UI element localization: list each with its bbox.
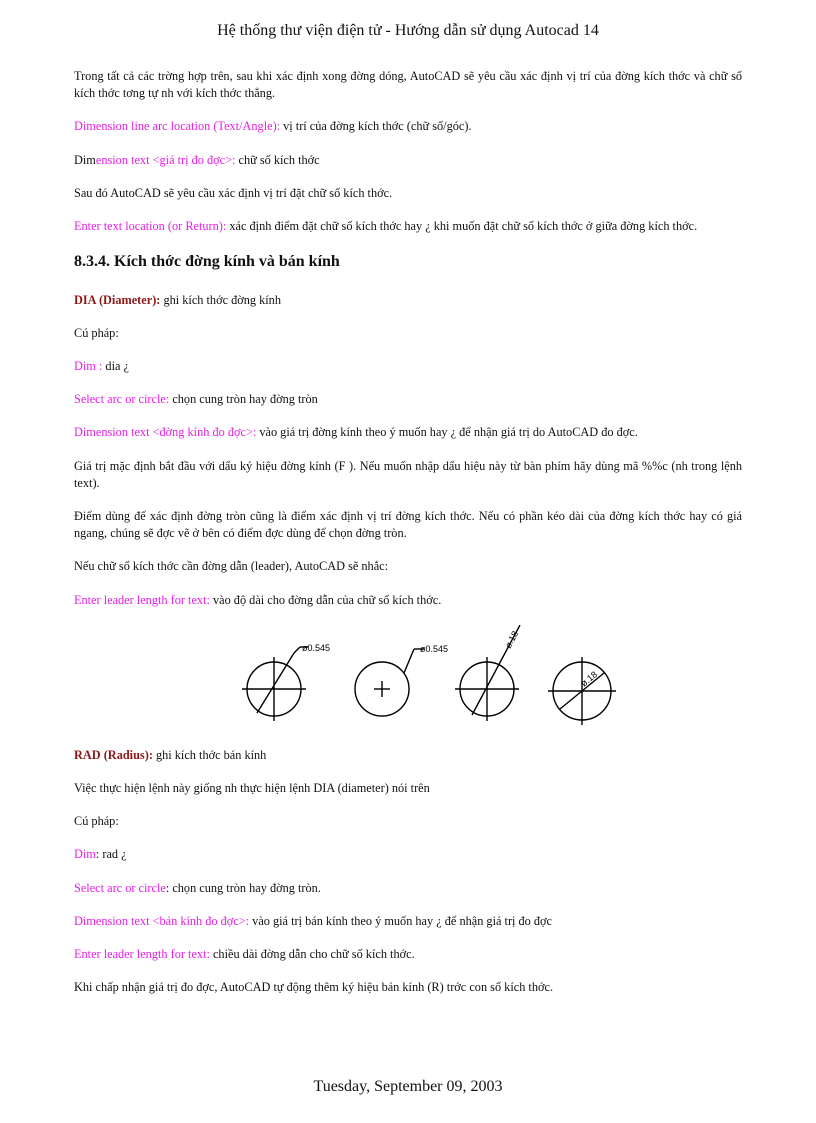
prompt-label: Enter leader length for text:: [74, 947, 210, 962]
paragraph-leader-1: [74, 592, 742, 609]
page-footer: Tuesday, September 09, 2003: [313, 1078, 503, 1095]
prompt-label: Dim :: [74, 359, 103, 374]
diameter-diagram: [242, 625, 622, 725]
command-text: ghi kích thớc đờng kính: [160, 292, 281, 307]
paragraph-leader: Nếu chữ số kích thớc cần đờng dẫn (leader), AutoCAD sẽ nhắc:: [74, 559, 389, 574]
paragraph-select-1: [74, 391, 742, 408]
paragraph-rad-same: Việc thực hiện lệnh này giống nh thực hiện lệnh DIA (diameter) nói trên: [74, 781, 430, 796]
syntax-label-2: Cú pháp:: [74, 814, 119, 829]
command-label: RAD (Radius):: [74, 747, 153, 762]
leader-2: [404, 649, 414, 673]
prompt-text: vị trí của đờng kích thớc (chữ số/góc).: [280, 119, 472, 134]
prompt-label: Select arc or circle:: [74, 392, 170, 407]
dim-label-2: ø0.545: [420, 643, 449, 654]
prompt-text: chọn cung tròn hay đờng tròn: [169, 392, 318, 407]
paragraph-rad-cmd: [74, 846, 742, 863]
paragraph-intro: Trong tất cả các trờng hợp trên, sau khi xác định xong đờng dóng, AutoCAD sẽ yêu cầu xác định vị trí của đờng kích thớc và chữ số kích thớc tơng tự nh với kích thớc thẳng.: [74, 69, 742, 101]
prompt-label: Enter text location (or Return):: [74, 219, 227, 234]
prompt-text: chữ số kích thớc: [235, 152, 320, 167]
section-title: 8.3.4. Kích thớc đờng kính và bán kính: [74, 253, 340, 271]
syntax-label: Cú pháp:: [74, 325, 119, 340]
prompt-text: : rad ¿: [95, 847, 127, 862]
prompt-text: chiều dài đờng dẫn cho chữ số kích thớc.: [209, 947, 415, 962]
diameter-figure: [74, 625, 742, 725]
dim-label-1: ø0.545: [302, 642, 331, 653]
paragraph-dimtext: [74, 152, 742, 169]
page-body: [74, 68, 742, 1012]
prompt-label: Dimension text <bán kính đo đợc>:: [74, 913, 250, 928]
prompt-prefix: Dim: [74, 152, 96, 167]
paragraph-accept: Khi chấp nhận giá trị đo đợc, AutoCAD tự động thêm ký hiệu bán kính (R) trớc con số kích thớc.: [74, 980, 554, 995]
paragraph-dia: [74, 292, 742, 309]
command-label: DIA (Diameter):: [74, 292, 161, 307]
prompt-label: Dimension text <đờng kính đo đợc>:: [74, 425, 257, 440]
dim-label-3: ø.18: [502, 629, 521, 650]
paragraph-enter-text: [74, 218, 742, 235]
paragraph-default: Giá trị mặc định bắt đầu với dấu ký hiệu đờng kính (F ). Nếu muốn nhập dấu hiệu này từ bàn phím hãy dùng mã %%c (nh trong lệnh text).: [74, 458, 742, 490]
prompt-text: vào giá trị bán kính theo ý muốn hay ¿ để nhận giá trị đo đợc: [249, 913, 553, 928]
prompt-label: ension text <giá trị đo đợc>:: [95, 152, 236, 167]
paragraph-dimline: [74, 118, 742, 135]
paragraph-leader-2: [74, 946, 742, 963]
paragraph-dia-cmd: [74, 358, 742, 375]
paragraph-dimtext-1: [74, 424, 742, 441]
prompt-text: vào độ dài cho đờng dẫn của chữ số kích thớc.: [209, 592, 442, 607]
paragraph-then: Sau đó AutoCAD sẽ yêu cầu xác định vị trí đặt chữ số kích thớc.: [74, 185, 393, 200]
paragraph-point: Điểm dùng để xác định đờng tròn cũng là điểm xác định vị trí đờng kích thớc. Nếu có phần kéo dài của đờng kích thớc hay có giá ngang, chúng sẽ đợc vẽ ở bên có điểm đợc dùng để chọn đờng tròn.: [74, 509, 742, 541]
prompt-label: Dim: [74, 847, 96, 862]
command-text: ghi kích thớc bán kính: [152, 747, 267, 762]
prompt-label: Enter leader length for text:: [74, 592, 210, 607]
paragraph-dimtext-2: [74, 913, 742, 930]
dim-label-4: ø.18: [578, 669, 600, 689]
paragraph-rad: [74, 747, 742, 764]
prompt-label: Select arc or circle: [74, 880, 166, 895]
prompt-text: dia ¿: [102, 359, 129, 374]
prompt-label: Dimension line arc location (Text/Angle):: [74, 119, 281, 134]
paragraph-select-2: [74, 880, 742, 897]
page-header: Hệ thống thư viện điện tử - Hướng dẫn sử dụng Autocad 14: [217, 22, 599, 39]
prompt-text: xác định điểm đặt chữ số kích thớc hay ¿ khi muốn đặt chữ số kích thớc ở giữa đờng kích thớc.: [226, 219, 698, 234]
prompt-text: vào giá trị đờng kính theo ý muốn hay ¿ để nhận giá trị do AutoCAD đo đợc.: [256, 425, 638, 440]
prompt-text: : chọn cung tròn hay đờng tròn.: [165, 880, 321, 895]
